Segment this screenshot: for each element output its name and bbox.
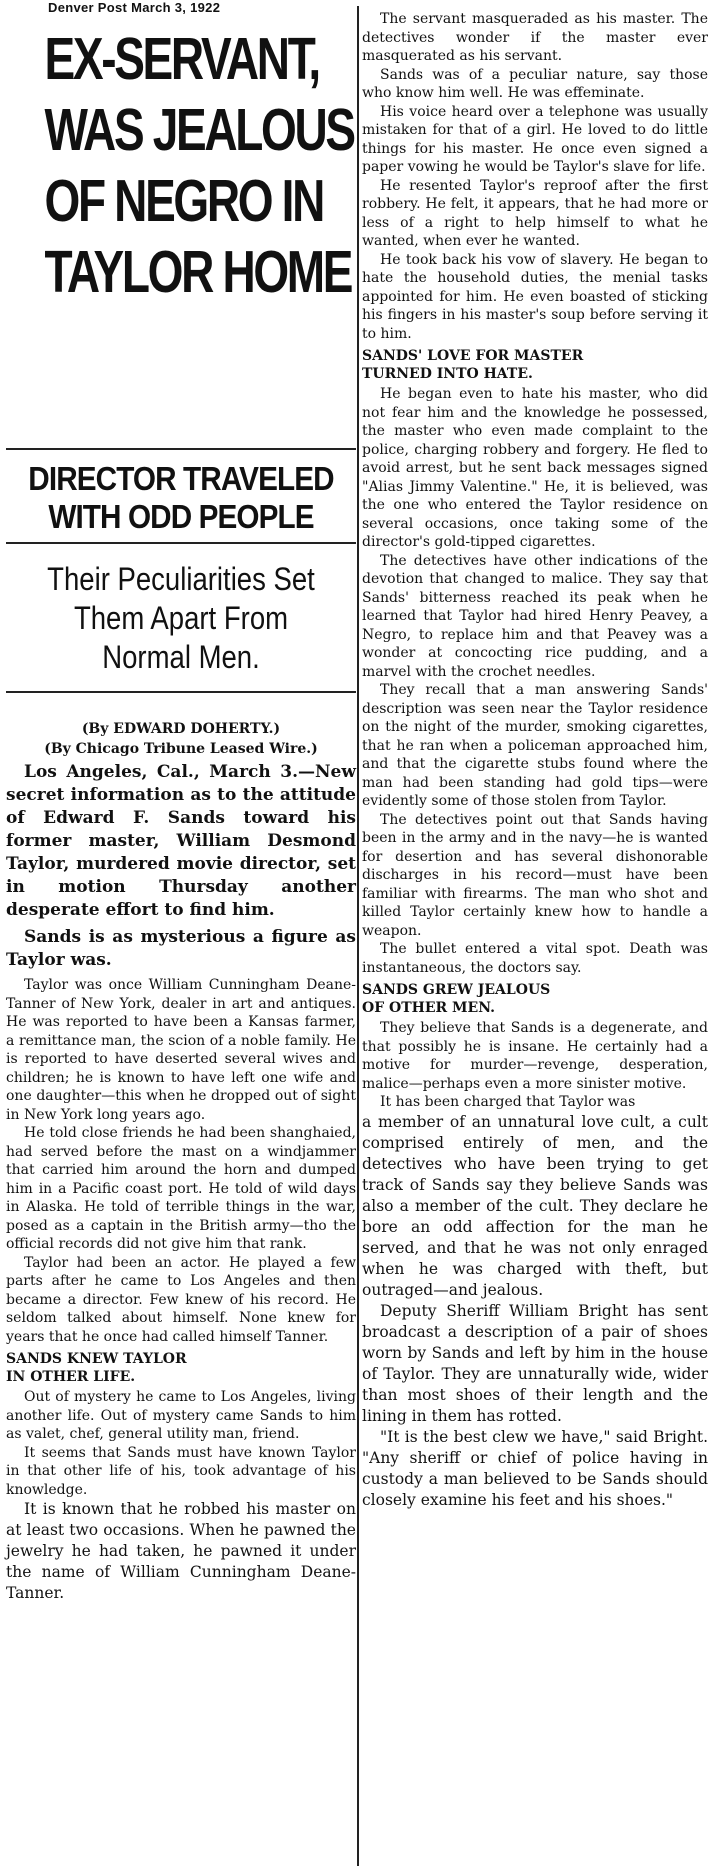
- paragraph: Sands was of a peculiar nature, say those who know him well. He was effeminate.: [362, 66, 708, 101]
- right-column: [362, 10, 708, 1511]
- source-line: Denver Post March 3, 1922: [48, 0, 221, 15]
- deck1-line-2: WITH ODD PEOPLE: [48, 498, 314, 535]
- left-column: [6, 8, 356, 1604]
- paragraph: It has been charged that Taylor was: [380, 1094, 636, 1110]
- paragraph: Out of mystery he came to Los Angeles, living another life. Out of mystery came Sands to him as valet, chef, general utility man, friend.: [6, 1389, 356, 1442]
- paragraph: The detectives have other indications of the devotion that changed to malice. They say that Sands' bitterness reached its peak when he learned that Taylor had hired Henry Peavey, a Negro, to replace him and that Peavey was a wonder at concocting rice pudding, and a marvel with the crochet needles.: [362, 552, 708, 680]
- lede-paragraph-2: Sands is as mysterious a figure as Taylor was.: [6, 927, 356, 970]
- deck-headline-2: [31, 560, 332, 677]
- subhead-line: SANDS GREW JEALOUS: [362, 982, 551, 998]
- byline-wire: (By Chicago Tribune Leased Wire.): [44, 741, 318, 757]
- right-body: [362, 10, 708, 1511]
- byline: [6, 719, 356, 759]
- divider: [6, 448, 356, 450]
- deck2-line-2: Them Apart From: [73, 600, 289, 636]
- paragraph: Taylor was once William Cunningham Deane-Tanner of New York, dealer in art and antiques. He was reported to have been a Kansas farmer, a remittance man, the scion of a noble family. He is reported to have deserted several wives and children; he is known to have left one wife and one daughter—this when he dropped out of sight in New York long years ago.: [6, 977, 356, 1123]
- subhead-line: TURNED INTO HATE.: [362, 366, 533, 382]
- paragraph: He took back his vow of slavery. He began to hate the household duties, the menial tasks appointed for him. He even boasted of sticking his fingers in his master's soup before serving it to him.: [362, 251, 708, 342]
- left-body: [6, 976, 356, 1604]
- lede-paragraph-1: Los Angeles, Cal., March 3.—New secret information as to the attitude of Edward F. Sands toward his former master, William Desmond Taylor, murdered movie director, set in motion Thursday another desperate effort to find him.: [6, 762, 356, 920]
- paragraph: The detectives point out that Sands having been in the army and in the navy—he is wanted for desertion and has several dishonorable discharges in his record—must have been familiar with firearms. The man who shot and killed Taylor certainly knew how to handle a weapon.: [362, 811, 708, 939]
- headline-line-3: OF NEGRO IN: [44, 168, 324, 234]
- subhead-line: OF OTHER MEN.: [362, 1000, 495, 1016]
- headline-line-4: TAYLOR HOME: [44, 239, 352, 305]
- paragraph-large: "It is the best clew we have," said Bright. "Any sheriff or chief of police having in custody a man believed to be Sands should closely examine his feet and his shoes.": [362, 1427, 708, 1509]
- paragraph-large: Deputy Sheriff William Bright has sent broadcast a description of a pair of shoes worn by Sands and left by him in the house of Taylor. They are unnaturally wide, wider than most shoes of their length and the lining in them has rotted.: [362, 1301, 708, 1425]
- main-headline: [44, 8, 354, 444]
- deck-headline-1: [24, 460, 339, 536]
- paragraph-large: It is known that he robbed his master on at least two occasions. When he pawned the jewelry he had taken, he pawned it under the name of William Cunningham Deane-Tanner.: [6, 1500, 356, 1602]
- deck2-line-1: Their Peculiarities Set: [47, 561, 315, 597]
- divider: [6, 691, 356, 693]
- paragraph: They recall that a man answering Sands' description was seen near the Taylor residence on the night of the murder, smoking cigarettes, that he ran when a policeman approached him, and that the cigarette stubs found where the man had been standing had gold tips—were evidently some of those stolen from Taylor.: [362, 682, 708, 809]
- subhead-3: [362, 981, 708, 1017]
- subhead-1: [6, 1350, 356, 1386]
- paragraph-large: a member of an unnatural love cult, a cult comprised entirely of men, and the detectives who have been trying to get track of Sands say they believe Sands was also a member of the cult. They declare he bore an odd affection for the man he served, and that he was not only enraged when he was charged with theft, but outraged—and jealous.: [362, 1112, 708, 1299]
- divider: [6, 542, 356, 544]
- headline-line-1: EX-SERVANT,: [44, 26, 319, 92]
- paragraph: He began even to hate his master, who did not fear him and the knowledge he possessed, the master who even made complaint to the police, charging robbery and forgery. He fled to avoid arrest, but he sent back messages signed "Alias Jimmy Valentine." He, it is believed, was the one who entered the Taylor residence on several occasions, once taking some of the director's gold-tipped cigarettes.: [362, 386, 708, 550]
- paragraph: They believe that Sands is a degenerate, and that possibly he is insane. He certainly had a motive for murder—revenge, desperation, malice—perhaps even a more sinister motive.: [362, 1020, 708, 1092]
- byline-author: (By EDWARD DOHERTY.): [81, 721, 281, 737]
- paragraph: It seems that Sands must have known Taylor in that other life of his, took advantage of his knowledge.: [6, 1444, 356, 1498]
- paragraph: The bullet entered a vital spot. Death was instantaneous, the doctors say.: [362, 941, 708, 976]
- subhead-line: SANDS' LOVE FOR MASTER: [362, 348, 584, 364]
- paragraph: Taylor had been an actor. He played a few parts after he came to Los Angeles and then became a director. Few knew of his record. He seldom talked about himself. None knew for years that he once had called himself Tanner.: [6, 1254, 356, 1345]
- paragraph: He resented Taylor's reproof after the first robbery. He felt, it appears, that he had more or less of a right to help himself to what he wanted, when ever he wanted.: [362, 177, 708, 249]
- column-rule: [357, 6, 359, 1866]
- deck1-line-1: DIRECTOR TRAVELED: [28, 460, 334, 497]
- paragraph: He told close friends he had been shanghaied, had served before the mast on a windjammer that carried him around the horn and dumped him in a Pacific coast port. He told of wild days in Alaska. He told of terrible things in the war, posed as a captain in the British army—tho the official records did not give him that rank.: [6, 1125, 356, 1252]
- paragraph: His voice heard over a telephone was usually mistaken for that of a girl. He loved to do little things for his master. He once even signed a paper vowing he would be Taylor's slave for life.: [362, 103, 708, 175]
- subhead-2: [362, 347, 708, 383]
- headline-line-2: WAS JEALOUS: [44, 97, 354, 163]
- subhead-line: IN OTHER LIFE.: [6, 1369, 136, 1385]
- deck2-line-3: Normal Men.: [102, 639, 260, 675]
- paragraph: The servant masqueraded as his master. The detectives wonder if the master ever masquerated as his servant.: [362, 11, 708, 64]
- subhead-line: SANDS KNEW TAYLOR: [6, 1351, 187, 1367]
